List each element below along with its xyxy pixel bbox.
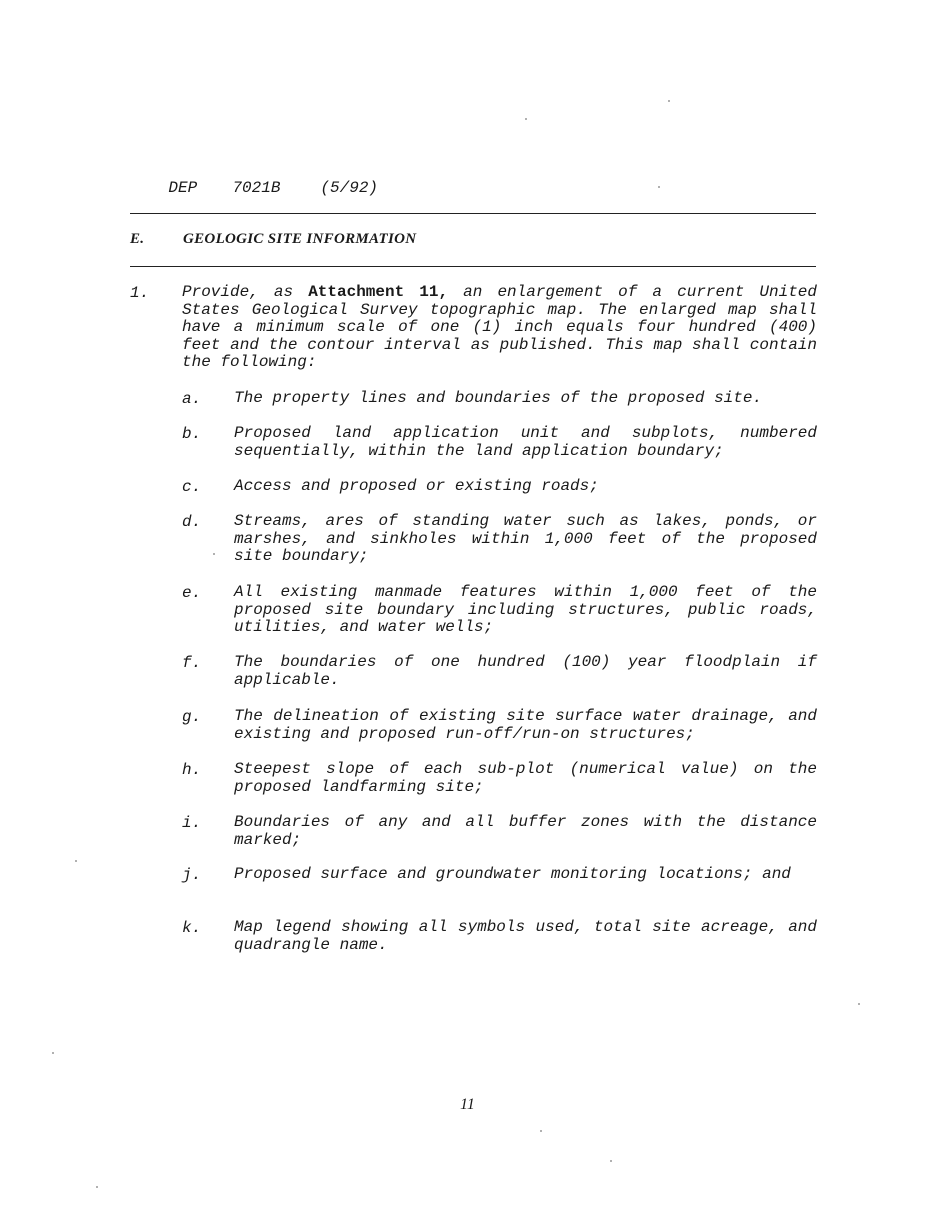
list-item-text: Proposed land application unit and subplots, numbered sequentially, within the land application boundary;	[234, 424, 817, 460]
header-form-number: 7021B	[232, 179, 281, 197]
item-1-text-after: an enlargement of a current United States Geological Survey topographic map. The enlarged map shall have a minimum scale of one (1) inch equals four hundred (400) feet and the contour interval as published. This map shall contain the following:	[182, 283, 818, 372]
attachment-reference: Attachment 11,	[308, 283, 449, 301]
item-1-text-before: Provide, as	[182, 283, 309, 301]
list-item-text: Steepest slope of each sub-plot (numerical value) on the proposed landfarming site;	[234, 760, 817, 796]
list-item-label: h.	[182, 761, 202, 779]
scan-speck	[610, 1160, 612, 1162]
scan-speck	[52, 1052, 54, 1054]
list-item-label: f.	[182, 654, 202, 672]
list-item-text: The property lines and boundaries of the proposed site.	[234, 389, 763, 407]
scan-speck	[858, 1003, 860, 1005]
page-number: 11	[460, 1096, 475, 1113]
list-item-label: a.	[182, 390, 202, 408]
form-header	[130, 161, 378, 215]
section-letter: E.	[130, 231, 145, 247]
list-item-text: Map legend showing all symbols used, total site acreage, and quadrangle name.	[234, 918, 817, 954]
header-dep: DEP	[168, 179, 198, 197]
list-item-label: e.	[182, 584, 202, 602]
scan-speck	[668, 100, 670, 102]
section-heading	[130, 231, 416, 248]
scan-speck	[75, 860, 77, 862]
list-item-label: g.	[182, 708, 202, 726]
scan-speck	[658, 186, 660, 188]
list-item-text: Proposed surface and groundwater monitoring locations; and	[234, 865, 791, 883]
list-item-label: b.	[182, 425, 202, 443]
list-item-text: Streams, ares of standing water such as lakes, ponds, or marshes, and sinkholes within 1,000 feet of the proposed site boundary;	[234, 512, 817, 566]
list-item-text: All existing manmade features within 1,000 feet of the proposed site boundary including structures, public roads, utilities, and water wells;	[234, 583, 817, 637]
scan-speck	[96, 1186, 98, 1188]
list-item-label: d.	[182, 513, 202, 531]
top-rule	[130, 213, 816, 214]
header-date: (5/92)	[320, 179, 379, 197]
item-number: 1.	[130, 284, 150, 302]
list-item-label: k.	[182, 919, 202, 937]
list-item-text: The boundaries of one hundred (100) year floodplain if applicable.	[234, 653, 817, 689]
list-item-label: c.	[182, 478, 202, 496]
scan-speck	[525, 118, 527, 120]
list-item-text: Boundaries of any and all buffer zones with the distance marked;	[234, 813, 817, 849]
list-item-text: Access and proposed or existing roads;	[234, 477, 599, 495]
section-title: GEOLOGIC SITE INFORMATION	[183, 231, 417, 247]
list-item-text: The delineation of existing site surface water drainage, and existing and proposed run-off/run-on structures;	[234, 707, 817, 743]
list-item-label: i.	[182, 814, 202, 832]
item-1-text	[182, 284, 817, 372]
scan-speck	[540, 1130, 542, 1132]
list-item-label: j.	[182, 866, 202, 884]
scan-speck	[213, 553, 215, 555]
bottom-rule	[130, 266, 816, 267]
